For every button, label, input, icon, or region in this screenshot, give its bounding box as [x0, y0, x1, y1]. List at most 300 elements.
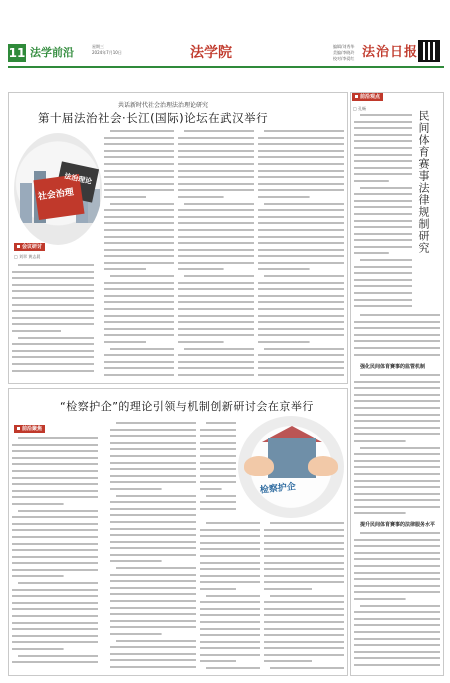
- body-text-line: [178, 372, 254, 378]
- body-text-line: [110, 651, 196, 657]
- body-text-line: [110, 486, 196, 492]
- body-text-line: [110, 585, 196, 591]
- body-text-line: [184, 273, 254, 279]
- body-text-line: [110, 657, 196, 663]
- article-body-column: [104, 128, 174, 380]
- body-text-line: [200, 632, 260, 638]
- body-text-line: [354, 165, 412, 171]
- body-text-line: [354, 297, 412, 303]
- body-text-line: [264, 128, 344, 134]
- body-text-line: [264, 533, 344, 539]
- body-text-line: [110, 466, 196, 472]
- body-text-line: [354, 198, 412, 204]
- body-text-line: [354, 385, 440, 391]
- body-text-line: [264, 619, 344, 625]
- body-text-line: [264, 560, 344, 566]
- body-text-line: [360, 112, 412, 118]
- body-text-line: [12, 315, 94, 321]
- body-text-line: [110, 598, 196, 604]
- body-text-line: [354, 431, 440, 437]
- body-text-line: [110, 201, 174, 207]
- qr-code-icon: [418, 40, 440, 62]
- body-text-line: [270, 665, 344, 671]
- byline: □ 刘翠 黄志晨: [14, 254, 41, 259]
- body-text-line: [360, 257, 412, 263]
- body-text-line: [200, 506, 236, 512]
- date-block: [92, 44, 122, 56]
- body-text-line: [354, 283, 412, 289]
- body-text-line: [258, 161, 344, 167]
- body-text-line: [12, 547, 98, 553]
- body-text-line: [18, 653, 98, 659]
- body-text-line: [200, 566, 260, 572]
- body-text-line: [354, 622, 440, 628]
- body-text-line: [354, 636, 440, 642]
- body-text-line: [178, 332, 254, 338]
- body-text-line: [354, 497, 440, 503]
- body-text-line: [110, 572, 196, 578]
- body-text-line: [104, 372, 174, 378]
- body-text-line: [110, 273, 174, 279]
- sidebar-subhead: 提升民间体育赛事的法律服务水平: [360, 522, 436, 528]
- body-text-line: [258, 332, 344, 338]
- body-text-line: [110, 479, 196, 485]
- body-text-line: [200, 560, 260, 566]
- body-text-line: [354, 277, 412, 283]
- body-text-line: [104, 286, 174, 292]
- body-text-line: [354, 596, 440, 602]
- body-text-line: [12, 554, 98, 560]
- body-text-line: [178, 141, 254, 147]
- body-text-line: [178, 247, 254, 253]
- body-text-line: [264, 586, 344, 592]
- body-text-line: [200, 473, 236, 479]
- masthead: [0, 0, 450, 90]
- body-text-line: [360, 445, 440, 451]
- body-text-line: [12, 348, 94, 354]
- body-text-line: [354, 609, 440, 615]
- body-text-line: [110, 611, 196, 617]
- body-text-line: [12, 620, 98, 626]
- body-text-line: [200, 573, 260, 579]
- body-text-line: [258, 313, 344, 319]
- body-text-line: [12, 321, 94, 327]
- body-text-line: [258, 286, 344, 292]
- body-text-line: [354, 158, 412, 164]
- body-text-line: [178, 293, 254, 299]
- body-text-line: [200, 527, 260, 533]
- body-text-line: [18, 435, 98, 441]
- body-text-line: [12, 455, 98, 461]
- body-text-line: [104, 148, 174, 154]
- body-text-line: [12, 361, 94, 367]
- body-text-line: [258, 299, 344, 305]
- body-text-line: [12, 442, 98, 448]
- body-text-line: [200, 433, 236, 439]
- body-text-line: [200, 540, 260, 546]
- sidebar-body-column: [354, 530, 440, 672]
- body-text-line: [18, 508, 98, 514]
- body-text-line: [354, 550, 440, 556]
- body-text-line: [110, 618, 196, 624]
- body-text-line: [354, 290, 412, 296]
- byline: □ 孔畅: [353, 106, 367, 111]
- body-text-line: [12, 560, 98, 566]
- body-text-line: [258, 352, 344, 358]
- body-text-line: [184, 201, 254, 207]
- body-text-line: [354, 662, 440, 668]
- body-text-line: [104, 319, 174, 325]
- body-text-line: [12, 295, 94, 301]
- body-text-line: [110, 440, 196, 446]
- hand-icon: [308, 456, 338, 476]
- sidebar-title: 民间体育赛事法律规制研究: [417, 110, 430, 254]
- body-text-line: [258, 306, 344, 312]
- body-text-line: [206, 493, 236, 499]
- body-text-line: [354, 244, 412, 250]
- body-text-line: [270, 593, 344, 599]
- body-text-line: [354, 478, 440, 484]
- body-text-line: [354, 616, 440, 622]
- body-text-line: [258, 326, 344, 332]
- body-text-line: [184, 128, 254, 134]
- body-text-line: [354, 510, 440, 516]
- body-text-line: [258, 207, 344, 213]
- body-text-line: [354, 332, 440, 338]
- body-text-line: [264, 346, 344, 352]
- body-text-line: [354, 237, 412, 243]
- body-text-line: [200, 626, 260, 632]
- body-text-line: [200, 579, 260, 585]
- body-text-line: [258, 319, 344, 325]
- body-text-line: [264, 527, 344, 533]
- body-text-line: [178, 280, 254, 286]
- body-text-line: [354, 576, 440, 582]
- body-text-line: [264, 606, 344, 612]
- body-text-line: [354, 338, 440, 344]
- body-text-line: [354, 392, 440, 398]
- body-text-line: [104, 299, 174, 305]
- body-text-line: [200, 486, 236, 492]
- body-text-line: [354, 649, 440, 655]
- body-text-line: [200, 658, 260, 664]
- body-text-line: [354, 218, 412, 224]
- body-text-line: [200, 427, 236, 433]
- body-text-line: [178, 135, 254, 141]
- body-text-line: [110, 631, 196, 637]
- body-text-line: [104, 227, 174, 233]
- editor-line: 编辑/刘秀华: [333, 44, 355, 49]
- body-text-line: [12, 282, 94, 288]
- body-text-line: [12, 468, 98, 474]
- body-text-line: [104, 365, 174, 371]
- body-text-line: [104, 214, 174, 220]
- body-text-line: [12, 275, 94, 281]
- body-text-line: [12, 494, 98, 500]
- body-text-line: [354, 345, 440, 351]
- article-kicker: 共话新时代社会治理法治理论研究: [118, 102, 209, 109]
- body-text-line: [264, 573, 344, 579]
- body-text-line: [104, 240, 174, 246]
- body-text-line: [264, 579, 344, 585]
- body-text-line: [178, 359, 254, 365]
- body-text-line: [264, 632, 344, 638]
- article-body-column: [110, 420, 196, 672]
- body-text-line: [12, 308, 94, 314]
- body-text-line: [200, 652, 260, 658]
- hand-icon: [244, 456, 274, 476]
- body-text-line: [178, 194, 254, 200]
- sidebar-body-column: [354, 372, 440, 520]
- body-text-line: [200, 645, 260, 651]
- article-body-column: [200, 420, 236, 516]
- body-text-line: [354, 491, 440, 497]
- body-text-line: [258, 214, 344, 220]
- body-text-line: [12, 448, 98, 454]
- article-body-column: [12, 435, 98, 672]
- body-text-line: [354, 250, 412, 256]
- illustration-label: 社会治理: [37, 187, 75, 203]
- body-text-line: [200, 479, 236, 485]
- body-text-line: [12, 481, 98, 487]
- body-text-line: [354, 583, 440, 589]
- body-text-line: [354, 425, 440, 431]
- column-title: 法学院: [190, 45, 232, 61]
- body-text-line: [200, 466, 236, 472]
- body-text-line: [18, 580, 98, 586]
- body-text-line: [104, 332, 174, 338]
- body-text-line: [110, 512, 196, 518]
- body-text-line: [12, 269, 94, 275]
- body-text-line: [178, 148, 254, 154]
- newspaper-logo: 法治日报: [362, 45, 419, 60]
- body-text-line: [258, 247, 344, 253]
- body-text-line: [110, 446, 196, 452]
- body-text-line: [258, 227, 344, 233]
- body-text-line: [12, 341, 94, 347]
- body-text-line: [354, 563, 440, 569]
- body-text-line: [12, 626, 98, 632]
- page-number: 11: [8, 46, 26, 60]
- body-text-line: [104, 174, 174, 180]
- body-text-line: [178, 227, 254, 233]
- body-text-line: [104, 161, 174, 167]
- body-text-line: [178, 154, 254, 160]
- body-text-line: [110, 539, 196, 545]
- body-text-line: [110, 591, 196, 597]
- body-text-line: [200, 639, 260, 645]
- body-text-line: [104, 326, 174, 332]
- body-text-line: [264, 626, 344, 632]
- body-text-line: [354, 412, 440, 418]
- body-text-line: [178, 319, 254, 325]
- body-text-line: [12, 328, 94, 334]
- body-text-line: [110, 664, 196, 670]
- body-text-line: [354, 303, 412, 309]
- body-text-line: [200, 546, 260, 552]
- body-text-line: [110, 499, 196, 505]
- body-text-line: [354, 451, 440, 457]
- body-text-line: [200, 606, 260, 612]
- section-tag: 会议研讨: [14, 243, 45, 251]
- body-text-line: [258, 135, 344, 141]
- body-text-line: [360, 185, 412, 191]
- body-text-line: [200, 619, 260, 625]
- body-text-line: [200, 612, 260, 618]
- body-text-line: [200, 533, 260, 539]
- body-text-line: [178, 365, 254, 371]
- body-text-line: [178, 266, 254, 272]
- body-text-line: [264, 566, 344, 572]
- body-text-line: [12, 488, 98, 494]
- body-text-line: [12, 461, 98, 467]
- body-text-line: [12, 633, 98, 639]
- body-text-line: [104, 168, 174, 174]
- body-text-line: [104, 359, 174, 365]
- body-text-line: [354, 379, 440, 385]
- sidebar-body-column: [354, 312, 440, 362]
- illustration-label: 检察护企: [259, 482, 297, 496]
- body-text-line: [258, 372, 344, 378]
- body-text-line: [360, 530, 440, 536]
- body-text-line: [110, 427, 196, 433]
- body-text-line: [12, 288, 94, 294]
- body-text-line: [178, 181, 254, 187]
- body-text-line: [354, 629, 440, 635]
- body-text-line: [258, 168, 344, 174]
- body-text-line: [258, 194, 344, 200]
- body-text-line: [258, 234, 344, 240]
- body-text-line: [104, 260, 174, 266]
- body-text-line: [258, 359, 344, 365]
- body-text-line: [110, 558, 196, 564]
- body-text-line: [116, 638, 196, 644]
- body-text-line: [12, 646, 98, 652]
- body-text-line: [264, 201, 344, 207]
- body-text-line: [354, 438, 440, 444]
- body-text-line: [258, 365, 344, 371]
- body-text-line: [264, 546, 344, 552]
- body-text-line: [110, 552, 196, 558]
- body-text-line: [104, 266, 174, 272]
- body-text-line: [360, 312, 440, 318]
- body-text-line: [178, 240, 254, 246]
- body-text-line: [104, 234, 174, 240]
- body-text-line: [206, 665, 260, 671]
- rule-of-law-illustration: [14, 133, 102, 245]
- body-text-line: [258, 240, 344, 246]
- body-text-line: [354, 471, 440, 477]
- body-text-line: [12, 368, 94, 374]
- body-text-line: [12, 514, 98, 520]
- body-text-line: [18, 335, 94, 341]
- article-body-column: [12, 262, 94, 380]
- illustration-label: 法治理论: [63, 172, 93, 186]
- body-text-line: [12, 587, 98, 593]
- body-text-line: [354, 119, 412, 125]
- body-text-line: [104, 339, 174, 345]
- body-text-line: [178, 306, 254, 312]
- article-body-column: [264, 520, 344, 672]
- body-text-line: [258, 174, 344, 180]
- body-text-line: [354, 418, 440, 424]
- body-text-line: [178, 168, 254, 174]
- body-text-line: [270, 520, 344, 526]
- body-text-line: [110, 644, 196, 650]
- body-text-line: [354, 642, 440, 648]
- body-text-line: [110, 526, 196, 532]
- body-text-line: [354, 543, 440, 549]
- body-text-line: [178, 299, 254, 305]
- body-text-line: [104, 135, 174, 141]
- body-text-line: [178, 174, 254, 180]
- sidebar-body-column: [354, 112, 412, 310]
- body-text-line: [12, 501, 98, 507]
- body-text-line: [12, 354, 94, 360]
- body-text-line: [354, 178, 412, 184]
- body-text-line: [12, 659, 98, 665]
- sidebar-subhead: 强化民间体育赛事的监管机制: [360, 364, 426, 370]
- body-text-line: [178, 313, 254, 319]
- body-text-line: [12, 534, 98, 540]
- body-text-line: [12, 639, 98, 645]
- body-text-line: [178, 161, 254, 167]
- body-text-line: [354, 458, 440, 464]
- body-text-line: [104, 207, 174, 213]
- article-body-column: [178, 128, 254, 380]
- body-text-line: [104, 247, 174, 253]
- body-text-line: [354, 570, 440, 576]
- body-text-line: [12, 302, 94, 308]
- body-text-line: [354, 191, 412, 197]
- body-text-line: [104, 280, 174, 286]
- body-text-line: [360, 603, 440, 609]
- body-text-line: [178, 352, 254, 358]
- body-text-line: [354, 138, 412, 144]
- body-text-line: [18, 262, 94, 268]
- body-text-line: [354, 132, 412, 138]
- body-text-line: [12, 593, 98, 599]
- body-text-line: [354, 145, 412, 151]
- body-text-line: [258, 181, 344, 187]
- body-text-line: [12, 613, 98, 619]
- body-text-line: [264, 540, 344, 546]
- body-text-line: [354, 211, 412, 217]
- body-text-line: [258, 187, 344, 193]
- body-text-line: [354, 484, 440, 490]
- body-text-line: [178, 220, 254, 226]
- body-text-line: [178, 234, 254, 240]
- body-text-line: [258, 260, 344, 266]
- body-text-line: [354, 224, 412, 230]
- body-text-line: [206, 593, 260, 599]
- body-text-line: [116, 493, 196, 499]
- body-text-line: [354, 152, 412, 158]
- body-text-line: [110, 433, 196, 439]
- body-text-line: [258, 141, 344, 147]
- body-text-line: [206, 520, 260, 526]
- body-text-line: [258, 154, 344, 160]
- body-text-line: [104, 253, 174, 259]
- body-text-line: [12, 541, 98, 547]
- body-text-line: [264, 658, 344, 664]
- body-text-line: [110, 128, 174, 134]
- body-text-line: [354, 504, 440, 510]
- body-text-line: [360, 372, 440, 378]
- section-tag: 前沿观点: [352, 93, 383, 101]
- body-text-line: [354, 655, 440, 661]
- body-text-line: [104, 220, 174, 226]
